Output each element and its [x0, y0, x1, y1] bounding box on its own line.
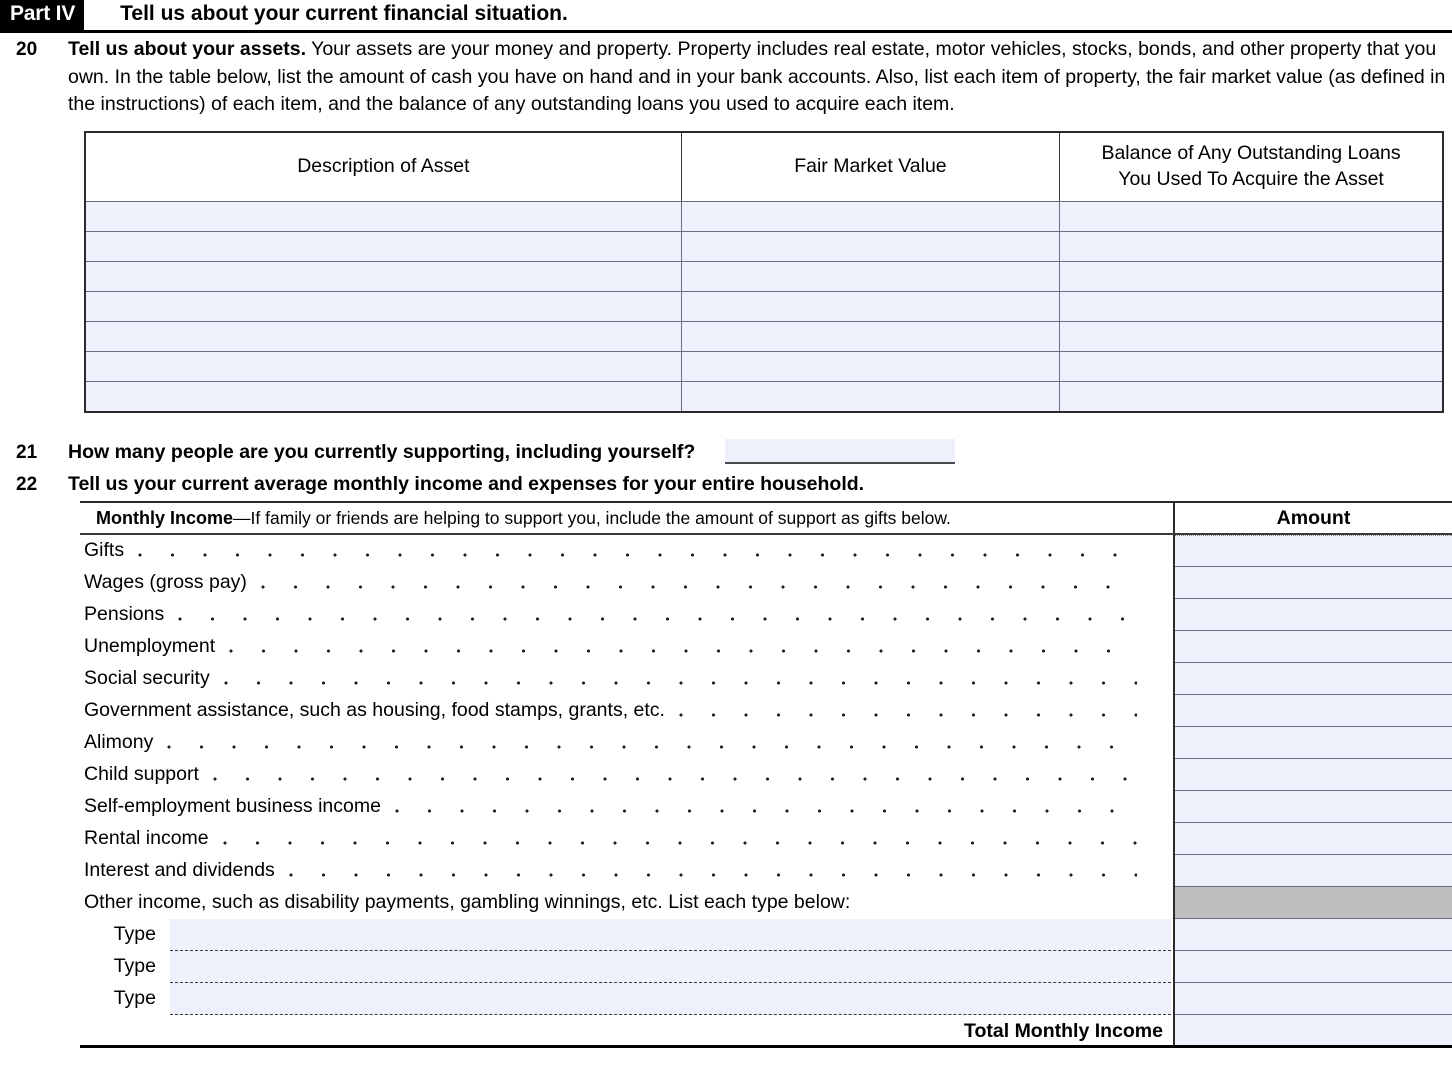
other-income-type-input[interactable] — [170, 951, 1171, 983]
question-20-number: 20 — [16, 39, 38, 60]
income-row-label: Rental income — [84, 827, 209, 849]
asset-table-header-description: Description of Asset — [86, 133, 681, 202]
income-row — [80, 631, 1173, 663]
dot-leader — [178, 605, 1137, 624]
question-21-people-count-input[interactable] — [725, 439, 955, 464]
question-20-text: Your assets are your money and property. Property includes real estate, motor vehicles, stocks, bonds, and other property that you own. In the table below, list the amount of cash you have on hand and in your bank accounts. Also, list each item of property, the fair market value (as defined in the instructions) of each item, and the balance of any outstanding loans you used to acquire each item. — [68, 38, 1446, 115]
other-income-type-label: Type — [113, 987, 156, 1009]
asset-cell-fair-market-value[interactable] — [681, 201, 1059, 231]
table-row — [86, 231, 1442, 261]
asset-cell-loan-balance[interactable] — [1060, 231, 1442, 261]
asset-cell-fair-market-value[interactable] — [681, 351, 1059, 381]
dot-leader — [167, 733, 1137, 752]
income-row — [80, 663, 1173, 695]
question-22-label: Tell us your current average monthly income and expenses for your entire household. — [68, 472, 865, 495]
income-amount-input[interactable] — [1175, 855, 1452, 887]
part-title: Tell us about your current financial situation. — [120, 2, 568, 25]
asset-cell-fair-market-value[interactable] — [681, 261, 1059, 291]
income-row-label: Alimony — [84, 731, 154, 753]
part-header — [0, 0, 1452, 33]
income-row-label: Wages (gross pay) — [84, 571, 247, 593]
asset-cell-loan-balance[interactable] — [1060, 381, 1442, 411]
income-amount-input[interactable] — [1175, 823, 1452, 855]
asset-cell-description[interactable] — [86, 261, 681, 291]
asset-table-header-loan-balance — [1060, 133, 1442, 202]
table-row — [86, 201, 1442, 231]
question-20-bold-lead: Tell us about your assets. — [68, 38, 307, 60]
income-row — [80, 887, 1173, 919]
other-income-amount-input[interactable] — [1175, 919, 1452, 951]
dot-leader — [679, 701, 1137, 720]
question-21-body — [68, 439, 1452, 466]
income-amount-input[interactable] — [1175, 631, 1452, 663]
income-row-label: Unemployment — [84, 635, 216, 657]
income-row — [80, 791, 1173, 823]
question-20-body — [68, 36, 1452, 119]
income-row — [80, 759, 1173, 791]
asset-cell-loan-balance[interactable] — [1060, 351, 1442, 381]
dot-leader — [261, 573, 1137, 592]
asset-cell-description[interactable] — [86, 321, 681, 351]
income-table-bottom-rule — [80, 1045, 1452, 1048]
part-tag: Part IV — [0, 0, 84, 30]
monthly-income-header-text — [80, 503, 1175, 533]
question-22-number: 22 — [16, 473, 38, 495]
table-row — [86, 321, 1442, 351]
income-amount-input[interactable] — [1175, 727, 1452, 759]
monthly-income-header-row — [80, 503, 1452, 535]
income-row — [80, 535, 1173, 567]
income-amount-column — [1175, 535, 1452, 1048]
table-row — [86, 261, 1442, 291]
income-row — [80, 727, 1173, 759]
dot-leader — [224, 669, 1137, 688]
asset-table-container — [84, 131, 1444, 413]
asset-cell-loan-balance[interactable] — [1060, 261, 1442, 291]
income-row-label: Social security — [84, 667, 210, 689]
asset-header-loan-line1: Balance of Any Outstanding Loans — [1101, 141, 1401, 164]
income-row-label: Interest and dividends — [84, 859, 275, 881]
income-amount-input[interactable] — [1175, 567, 1452, 599]
monthly-income-table — [80, 501, 1452, 1048]
income-row-label: Government assistance, such as housing, food stamps, grants, etc. — [84, 699, 665, 721]
income-row-label: Gifts — [84, 539, 125, 561]
asset-cell-loan-balance[interactable] — [1060, 291, 1442, 321]
asset-cell-description[interactable] — [86, 201, 681, 231]
other-income-amount-input[interactable] — [1175, 983, 1452, 1015]
monthly-income-body — [80, 535, 1452, 1048]
other-income-type-input[interactable] — [170, 919, 1171, 951]
asset-table — [86, 133, 1442, 411]
dot-leader — [395, 797, 1137, 816]
income-row-label: Child support — [84, 763, 199, 785]
asset-cell-fair-market-value[interactable] — [681, 231, 1059, 261]
income-amount-input[interactable] — [1175, 791, 1452, 823]
question-21-number: 21 — [16, 441, 38, 463]
asset-cell-loan-balance[interactable] — [1060, 201, 1442, 231]
asset-cell-loan-balance[interactable] — [1060, 321, 1442, 351]
dot-leader — [213, 765, 1137, 784]
question-20 — [0, 33, 1452, 119]
asset-header-loan-line2: You Used To Acquire the Asset — [1118, 167, 1384, 190]
asset-cell-fair-market-value[interactable] — [681, 321, 1059, 351]
income-amount-cell-shaded — [1175, 887, 1452, 919]
monthly-income-header-rest: —If family or friends are helping to support you, include the amount of support as gifts below. — [233, 507, 951, 528]
income-amount-input[interactable] — [1175, 759, 1452, 791]
dot-leader — [138, 541, 1137, 560]
total-monthly-income-label: Total Monthly Income — [964, 1019, 1163, 1042]
income-amount-input[interactable] — [1175, 695, 1452, 727]
other-income-type-label: Type — [113, 955, 156, 977]
dot-leader — [223, 829, 1137, 848]
other-income-type-label: Type — [113, 923, 156, 945]
income-row — [80, 695, 1173, 727]
income-row — [80, 823, 1173, 855]
question-22 — [0, 471, 1452, 498]
question-22-body — [68, 471, 1452, 498]
other-income-amount-input[interactable] — [1175, 951, 1452, 983]
other-income-type-row — [80, 951, 1173, 983]
dot-leader — [229, 637, 1137, 656]
monthly-income-header-bold: Monthly Income — [96, 507, 234, 528]
question-21 — [0, 439, 1452, 466]
other-income-type-row — [80, 919, 1173, 951]
income-row — [80, 567, 1173, 599]
table-row — [86, 351, 1442, 381]
other-income-type-input[interactable] — [170, 983, 1171, 1015]
asset-cell-description[interactable] — [86, 291, 681, 321]
asset-cell-fair-market-value[interactable] — [681, 381, 1059, 411]
total-monthly-income-input[interactable] — [1175, 1015, 1452, 1048]
question-21-label: How many people are you currently supporting, including yourself? — [68, 440, 696, 463]
dot-leader — [289, 861, 1137, 880]
table-row — [86, 291, 1442, 321]
dot-leader — [864, 893, 1137, 912]
amount-column-header: Amount — [1276, 506, 1351, 529]
income-row — [80, 855, 1173, 887]
other-income-type-row — [80, 983, 1173, 1015]
asset-cell-description[interactable] — [86, 381, 681, 411]
asset-table-header-row — [86, 133, 1442, 202]
income-label-column — [80, 535, 1175, 1048]
income-amount-input[interactable] — [1175, 599, 1452, 631]
table-row — [86, 381, 1442, 411]
asset-cell-description[interactable] — [86, 231, 681, 261]
income-row-label: Self-employment business income — [84, 795, 381, 817]
income-row-label: Pensions — [84, 603, 165, 625]
asset-cell-description[interactable] — [86, 351, 681, 381]
income-amount-input[interactable] — [1175, 535, 1452, 567]
asset-table-header-fair-market-value: Fair Market Value — [681, 133, 1059, 202]
income-amount-input[interactable] — [1175, 663, 1452, 695]
asset-cell-fair-market-value[interactable] — [681, 291, 1059, 321]
income-row-label: Other income, such as disability payments, gambling winnings, etc. List each type below: — [84, 891, 851, 913]
income-row — [80, 599, 1173, 631]
